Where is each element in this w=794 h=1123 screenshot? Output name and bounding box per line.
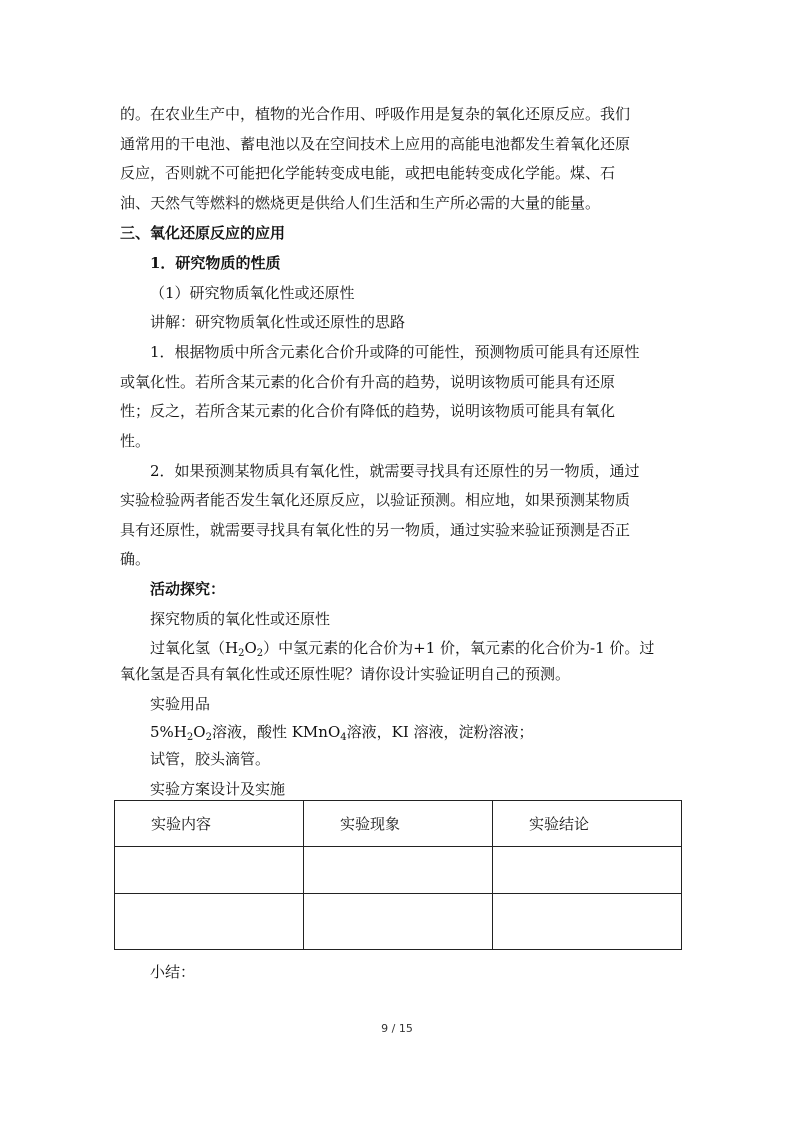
- h2o2-line-1: 过氧化氢$(H_2O_2)$中氢元素的化合价为+1 价，氧元素的化合价为-1 价。过: [150, 639, 655, 659]
- table-cell: [115, 847, 304, 894]
- point2-line-2: 实验检验两者能否发生氧化还原反应，以验证预测。相应地，如果预测某物质: [120, 491, 631, 509]
- point1-line-1: 1．根据物质中所含元素化合价升或降的可能性，预测物质可能具有还原性: [150, 343, 640, 361]
- experiment-table: [114, 800, 682, 950]
- h2o2-line-2: 氧化氢是否具有氧化性或还原性呢？请你设计实验证明自己的预测。: [120, 665, 571, 683]
- activity-heading: 活动探究：: [150, 580, 226, 598]
- supplies-label: 实验用品: [150, 695, 211, 713]
- table-cell: [304, 847, 493, 894]
- intro-line-2: 通常用的干电池、蓄电池以及在空间技术上应用的高能电池都发生着氧化还原: [120, 135, 631, 153]
- page-number: 9 / 15: [381, 1022, 413, 1035]
- intro-line-3: 反应，否则就不可能把化学能转变成电能，或把电能转变成化学能。煤、石: [120, 164, 616, 182]
- summary-label: 小结：: [150, 963, 196, 981]
- table-header-cell: 实验结论: [493, 801, 682, 847]
- tools-line: 试管，胶头滴管。: [150, 750, 271, 768]
- sub-item: （1）研究物质氧化性或还原性: [150, 284, 355, 302]
- lecture-label: 讲解：研究物质氧化性或还原性的思路: [150, 313, 406, 331]
- point1-line-2: 或氧化性。若所含某元素的化合价有升高的趋势，说明该物质可能具有还原: [120, 373, 616, 391]
- point2-line-1: 2．如果预测某物质具有氧化性，就需要寻找具有还原性的另一物质，通过: [150, 462, 640, 480]
- point2-line-4: 确。: [120, 550, 151, 568]
- point1-line-4: 性。: [120, 432, 151, 450]
- table-cell: [115, 894, 304, 950]
- activity-title: 探究物质的氧化性或还原性: [150, 610, 331, 628]
- table-cell: [304, 894, 493, 950]
- section-heading: 三、氧化还原反应的应用: [120, 224, 286, 242]
- table-cell: [493, 894, 682, 950]
- point1-line-3: 性；反之，若所含某元素的化合价有降低的趋势，说明该物质可能具有氧化: [120, 402, 616, 420]
- table-header-cell: 实验内容: [115, 801, 304, 847]
- supplies-line: $5\%H_2O_2$溶液，酸性 KMnO$_4$溶液，KI 溶液，淀粉溶液；: [150, 723, 534, 743]
- table-cell: [493, 847, 682, 894]
- table-header-row: [115, 801, 682, 847]
- table-row: [115, 847, 682, 894]
- table-header-cell: 实验现象: [304, 801, 493, 847]
- intro-line-1: 的。在农业生产中，植物的光合作用、呼吸作用是复杂的氧化还原反应。我们: [120, 105, 631, 123]
- design-label: 实验方案设计及实施: [150, 780, 286, 798]
- point2-line-3: 具有还原性，就需要寻找具有氧化性的另一物质，通过实验来验证预测是否正: [120, 521, 631, 539]
- intro-line-4: 油、天然气等燃料的燃烧更是供给人们生活和生产所必需的大量的能量。: [120, 194, 601, 212]
- table-row: [115, 894, 682, 950]
- subheading: 1．研究物质的性质: [150, 254, 281, 272]
